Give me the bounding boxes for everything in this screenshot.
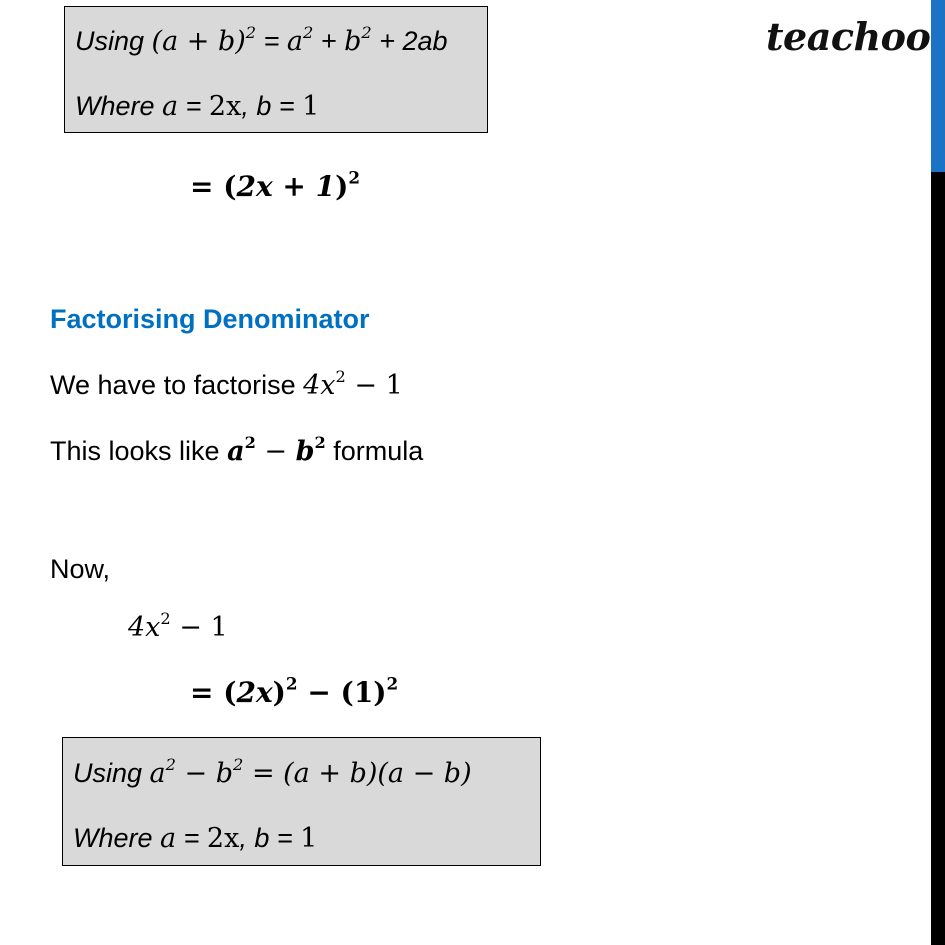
exponent: 2 — [244, 432, 256, 452]
formula-box-difference-of-squares — [62, 737, 541, 866]
paren-close: ) — [335, 170, 349, 203]
exponent: 2 — [165, 754, 176, 774]
exponent: 2 — [285, 673, 298, 694]
minus-sign: − — [255, 436, 296, 467]
formula-line — [75, 22, 448, 57]
denominator-expression — [128, 608, 228, 643]
math-var-a: a — [286, 26, 303, 57]
exponent: 2 — [245, 22, 257, 42]
math-term: (a + b) — [151, 26, 246, 57]
equals-sign: = — [269, 823, 301, 853]
formula-tail: formula — [325, 436, 424, 466]
factorise-text: We have to factorise — [50, 370, 304, 400]
using-label: Using — [73, 758, 150, 788]
math-var-a: a — [149, 758, 166, 789]
exponent: 2 — [302, 22, 314, 42]
teachoo-logo: teachoo — [766, 14, 931, 59]
math-var-a: a — [160, 823, 177, 854]
section-heading: Factorising Denominator — [50, 304, 370, 334]
paren-close: ) — [272, 676, 286, 709]
formula-rest: = (a + b)(a − b) — [243, 758, 472, 789]
exponent: 2 — [335, 366, 346, 386]
exponent: 2 — [386, 673, 399, 694]
math-term: 4x — [128, 612, 161, 643]
exponent: 2 — [348, 167, 361, 188]
plus-sign: + — [313, 26, 345, 56]
exponent: 2 — [314, 432, 326, 452]
var-b-label: b — [256, 91, 272, 121]
separator: , — [241, 91, 257, 121]
formula-line — [73, 754, 472, 789]
math-var-a: a — [227, 436, 245, 467]
minus-sign: − ( — [297, 676, 354, 709]
minus-sign: − — [175, 758, 216, 789]
value-a: 2x — [208, 91, 242, 122]
using-label: Using — [75, 26, 152, 56]
math-var-a: a — [162, 91, 179, 122]
factorise-line — [50, 366, 403, 401]
vertical-scrollbar[interactable] — [931, 0, 945, 945]
paren-open: = ( — [190, 676, 237, 709]
equals-sign: = — [176, 823, 207, 853]
exponent: 2 — [160, 608, 171, 628]
math-tail: − 1 — [170, 612, 228, 643]
where-line — [73, 823, 317, 854]
math-tail: − 1 — [345, 370, 403, 401]
exponent: 2 — [233, 754, 244, 774]
formula-tail: + 2ab — [371, 26, 448, 56]
formula-identification-line — [50, 432, 424, 467]
equals-sign: = — [178, 91, 209, 121]
expression-body: 2x + 1 — [236, 170, 336, 203]
term-2x: 2x — [236, 676, 273, 709]
math-var-b: b — [295, 436, 315, 467]
term-1: 1 — [353, 676, 374, 709]
value-b: 1 — [302, 91, 320, 122]
var-b-label: b — [254, 823, 270, 853]
formula-text: This looks like — [50, 436, 228, 466]
math-var-b: b — [215, 758, 234, 789]
where-label: Where — [73, 823, 161, 853]
now-label: Now, — [50, 554, 111, 584]
where-line — [75, 91, 319, 122]
formula-box-square-of-sum — [64, 6, 488, 133]
result-difference-of-squares — [190, 673, 399, 709]
math-term: 4x — [303, 370, 336, 401]
equals-sign: = — [256, 26, 287, 56]
scrollbar-thumb[interactable] — [931, 0, 945, 172]
separator: , — [239, 823, 255, 853]
where-label: Where — [75, 91, 163, 121]
math-var-b: b — [344, 26, 362, 57]
result-square-expression — [190, 167, 361, 203]
value-a: 2x — [206, 823, 240, 854]
value-b: 1 — [300, 823, 318, 854]
paren-close: ) — [373, 676, 387, 709]
equals-sign: = — [271, 91, 303, 121]
paren-open: = ( — [190, 170, 237, 203]
exponent: 2 — [361, 22, 372, 42]
